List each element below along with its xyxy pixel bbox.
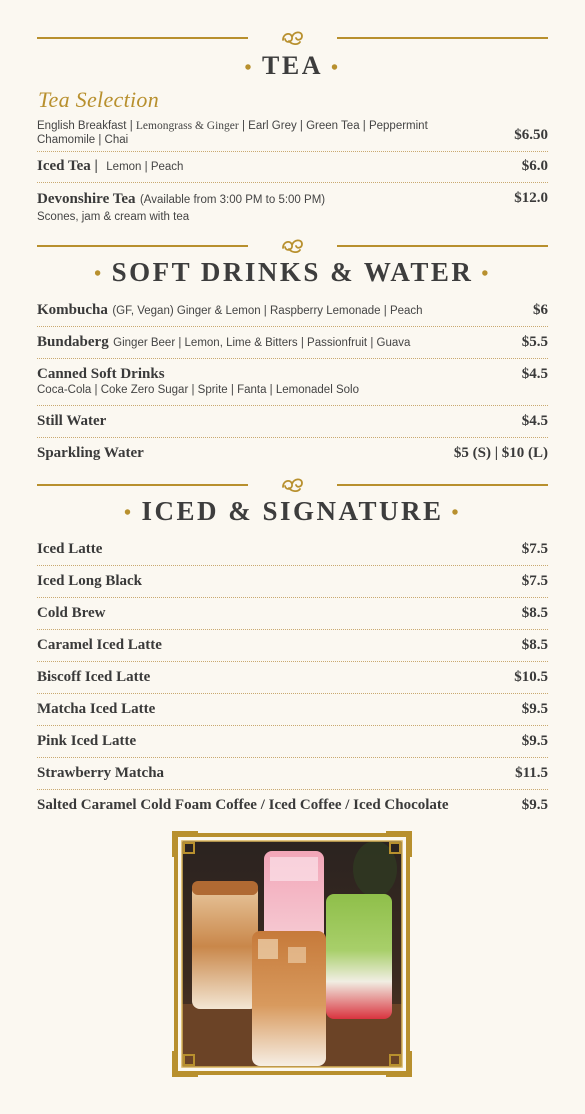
menu-item-matcha-iced-latte bbox=[37, 700, 548, 726]
item-name: Caramel Iced Latte bbox=[37, 637, 162, 653]
item-name: Biscoff Iced Latte bbox=[37, 669, 151, 685]
item-name: Still Water bbox=[37, 413, 107, 429]
ornament-divider bbox=[37, 474, 548, 494]
ornament-divider bbox=[37, 235, 548, 255]
menu-item-pink-iced-latte bbox=[37, 732, 548, 758]
item-price: $12.0 bbox=[514, 190, 548, 206]
menu-item-iced-long-black bbox=[37, 572, 548, 598]
item-options: Ginger Beer | Lemon, Lime & Bitters | Passionfruit | Guava bbox=[113, 337, 411, 349]
item-name: Iced Latte bbox=[37, 541, 103, 557]
tea-option: English Breakfast bbox=[37, 120, 127, 132]
bullet-dot-icon: • bbox=[123, 502, 134, 525]
item-name: Sparkling Water bbox=[37, 445, 144, 461]
divider-line bbox=[37, 484, 248, 486]
item-name: Canned Soft Drinks bbox=[37, 366, 165, 382]
item-price: $9.5 bbox=[521, 733, 548, 749]
item-price: $5.5 bbox=[521, 334, 548, 350]
menu-item-cold-brew bbox=[37, 604, 548, 630]
menu-item-caramel-iced-latte bbox=[37, 636, 548, 662]
item-name: Cold Brew bbox=[37, 605, 106, 621]
menu-item-tea-selection bbox=[37, 119, 548, 152]
ornament-flourish-icon bbox=[280, 474, 306, 494]
item-price: $9.5 bbox=[521, 701, 548, 717]
menu-item-iced-latte bbox=[37, 540, 548, 566]
item-price: $5 (S) | $10 (L) bbox=[453, 445, 548, 461]
menu-item-still-water bbox=[37, 412, 548, 438]
item-name: Salted Caramel Cold Foam Coffee / Iced Coffee / Iced Chocolate bbox=[37, 797, 449, 813]
iced-drinks-photo bbox=[170, 829, 414, 1079]
separator: | bbox=[129, 120, 133, 132]
item-price: $4.5 bbox=[521, 413, 548, 429]
item-name: Kombucha bbox=[37, 302, 108, 318]
item-price: $4.5 bbox=[521, 366, 548, 382]
item-note: (Available from 3:00 PM to 5:00 PM) bbox=[139, 194, 326, 206]
bullet-dot-icon: • bbox=[330, 56, 341, 79]
menu-item-biscoff-iced-latte bbox=[37, 668, 548, 694]
menu-item-canned-soft-drinks bbox=[37, 365, 548, 406]
item-options: Coca-Cola | Coke Zero Sugar | Sprite | Fanta | Lemonadel Solo bbox=[37, 384, 359, 396]
tea-option: Lemongrass & Ginger bbox=[135, 120, 239, 132]
tea-option: Earl Grey | Green Tea | Peppermint bbox=[248, 120, 428, 132]
item-name: Matcha Iced Latte bbox=[37, 701, 156, 717]
item-price: $11.5 bbox=[515, 765, 548, 781]
menu-item-bundaberg bbox=[37, 333, 548, 359]
bullet-dot-icon: • bbox=[481, 263, 491, 286]
bullet-dot-icon: • bbox=[94, 263, 104, 286]
bullet-dot-icon: • bbox=[451, 502, 462, 525]
item-name: Pink Iced Latte bbox=[37, 733, 137, 749]
item-options: Lemon | Peach bbox=[106, 161, 184, 173]
item-name: Iced Long Black bbox=[37, 573, 143, 589]
menu-item-sparkling-water bbox=[37, 444, 548, 466]
menu-item-strawberry-matcha bbox=[37, 764, 548, 790]
section-title-iced-signature: • ICED & SIGNATURE • bbox=[123, 496, 462, 526]
item-price: $8.5 bbox=[521, 605, 548, 621]
tea-options-line2: Chamomile | Chai bbox=[37, 134, 129, 146]
item-name: Devonshire Tea bbox=[37, 191, 136, 207]
menu-item-iced-tea bbox=[37, 157, 548, 183]
item-price: $8.5 bbox=[521, 637, 548, 653]
item-price: $6 bbox=[533, 302, 548, 318]
ornament-flourish-icon bbox=[280, 27, 306, 47]
bullet-dot-icon: • bbox=[244, 56, 255, 79]
menu-item-devonshire-tea bbox=[37, 189, 548, 223]
item-price: $10.5 bbox=[514, 669, 548, 685]
menu-item-kombucha bbox=[37, 301, 548, 327]
ornament-flourish-icon bbox=[280, 235, 306, 255]
tea-selection-heading: Tea Selection bbox=[38, 87, 160, 112]
divider-line bbox=[337, 245, 548, 247]
section-title-tea: • TEA • bbox=[244, 51, 341, 80]
divider-line bbox=[37, 245, 248, 247]
item-name: Strawberry Matcha bbox=[37, 765, 165, 781]
item-price: $7.5 bbox=[521, 541, 548, 557]
item-price: $6.50 bbox=[514, 127, 548, 143]
item-name: Bundaberg bbox=[37, 334, 109, 350]
item-price: $9.5 bbox=[521, 797, 548, 813]
item-options: (GF, Vegan) Ginger & Lemon | Raspberry Lemonade | Peach bbox=[112, 305, 423, 317]
item-name: Iced Tea | bbox=[37, 158, 98, 174]
separator: | bbox=[241, 120, 245, 132]
ornament-divider bbox=[37, 27, 548, 47]
divider-line bbox=[337, 484, 548, 486]
divider-line bbox=[37, 37, 248, 39]
divider-line bbox=[337, 37, 548, 39]
item-price: $7.5 bbox=[521, 573, 548, 589]
item-price: $6.0 bbox=[521, 158, 548, 174]
item-description: Scones, jam & cream with tea bbox=[37, 211, 190, 223]
section-title-soft-drinks: • SOFT DRINKS & WATER • bbox=[94, 257, 491, 287]
menu-item-salted-caramel bbox=[37, 796, 548, 818]
